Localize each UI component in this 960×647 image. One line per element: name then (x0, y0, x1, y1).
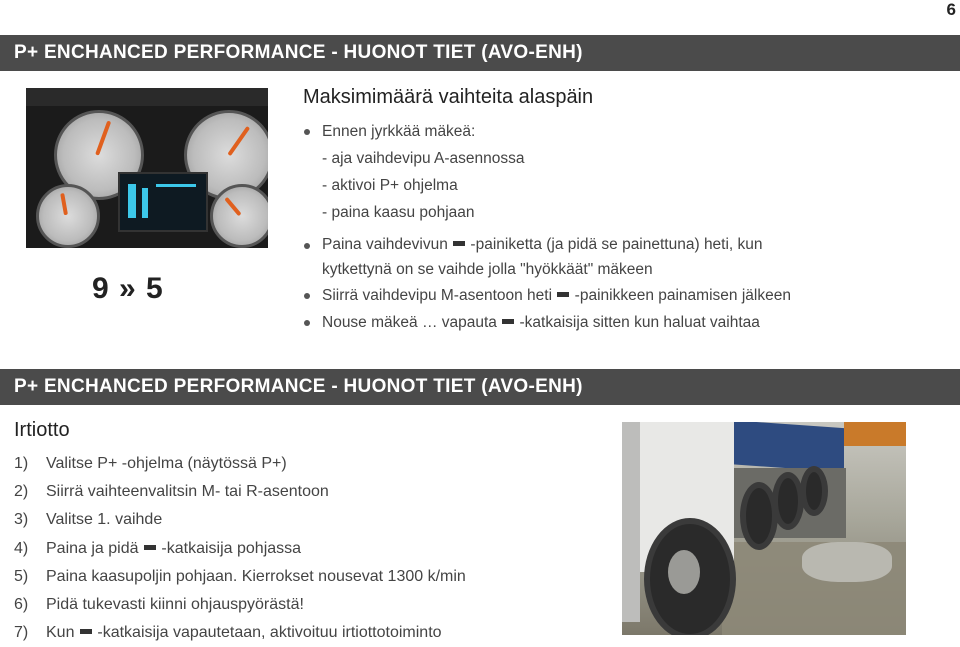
fuel-gauge (36, 184, 100, 248)
section2-title: Irtiotto (14, 419, 70, 441)
excavator-shape (844, 422, 906, 446)
section1-title: Maksimimäärä vaihteita alaspäin (303, 86, 594, 108)
speedometer-needle (95, 120, 111, 155)
section2-step-list (14, 450, 466, 647)
page-number: 6 (946, 0, 956, 19)
list-item: 4) Paina ja pidä -katkaisija pohjassa (14, 539, 302, 557)
temperature-gauge (210, 184, 268, 248)
button-symbol-icon (144, 545, 156, 550)
list-item: Paina vaihdevivun -painiketta (ja pidä se painettuna) heti, kun (302, 232, 791, 257)
list-item: 1) Valitse P+ -ohjelma (näytössä P+) (14, 455, 287, 472)
dashboard-photo (26, 88, 268, 248)
display-line (156, 184, 196, 187)
button-symbol-icon (557, 292, 569, 297)
truck-dump-box (726, 422, 844, 472)
display-bar (142, 188, 148, 218)
list-item: 6) Pidä tukevasti kiinni ohjauspyörästä! (14, 596, 304, 614)
button-symbol-icon (453, 241, 465, 246)
section2-header: P+ ENCHANCED PERFORMANCE - HUONOT TIET (AVO-ENH) (0, 369, 960, 405)
truck-rear-wheel (800, 466, 828, 516)
list-item: - paina kaasu pohjaan (322, 204, 475, 221)
temperature-needle (224, 197, 241, 216)
display-bar (128, 184, 136, 218)
list-item: - aja vaihdevipu A-asennossa (322, 150, 525, 167)
tachometer-needle (227, 126, 250, 156)
list-item: Ennen jyrkkää mäkeä: (302, 118, 791, 145)
list-item: - aktivoi P+ ohjelma (322, 177, 458, 194)
section1-bullet-list (302, 118, 791, 336)
button-symbol-icon (502, 319, 514, 324)
button-symbol-icon (80, 629, 92, 634)
list-item: kytkettynä on se vaihde jolla "hyökkäät" mäkeen (322, 261, 653, 278)
list-item: 3) Valitse 1. vaihde (14, 511, 163, 529)
truck-in-mud-photo (622, 422, 906, 635)
dashboard-top-trim (26, 88, 268, 106)
list-item: Siirrä vaihdevipu M-asentoon heti -painikkeen painamisen jälkeen (302, 282, 791, 309)
list-item: 7) Kun -katkaisija vapautetaan, aktivoituu irtiottotoiminto (14, 624, 442, 642)
truck-cab-shadow (622, 422, 640, 622)
list-item: 2) Siirrä vaihteenvalitsin M- tai R-asentoon (14, 483, 329, 501)
truck-rear-wheel (772, 472, 804, 530)
fuel-needle (60, 193, 68, 215)
list-item: 5) Paina kaasupoljin pohjaan. Kierrokset nousevat 1300 k/min (14, 567, 466, 585)
water-puddle (802, 542, 892, 582)
gear-change-label: 9 » 5 (92, 272, 164, 305)
driver-display (118, 172, 208, 232)
truck-wheel-hub (668, 550, 700, 594)
list-item: Nouse mäkeä … vapauta -katkaisija sitten kun haluat vaihtaa (302, 309, 791, 336)
section1-header: P+ ENCHANCED PERFORMANCE - HUONOT TIET (AVO-ENH) (0, 35, 960, 71)
